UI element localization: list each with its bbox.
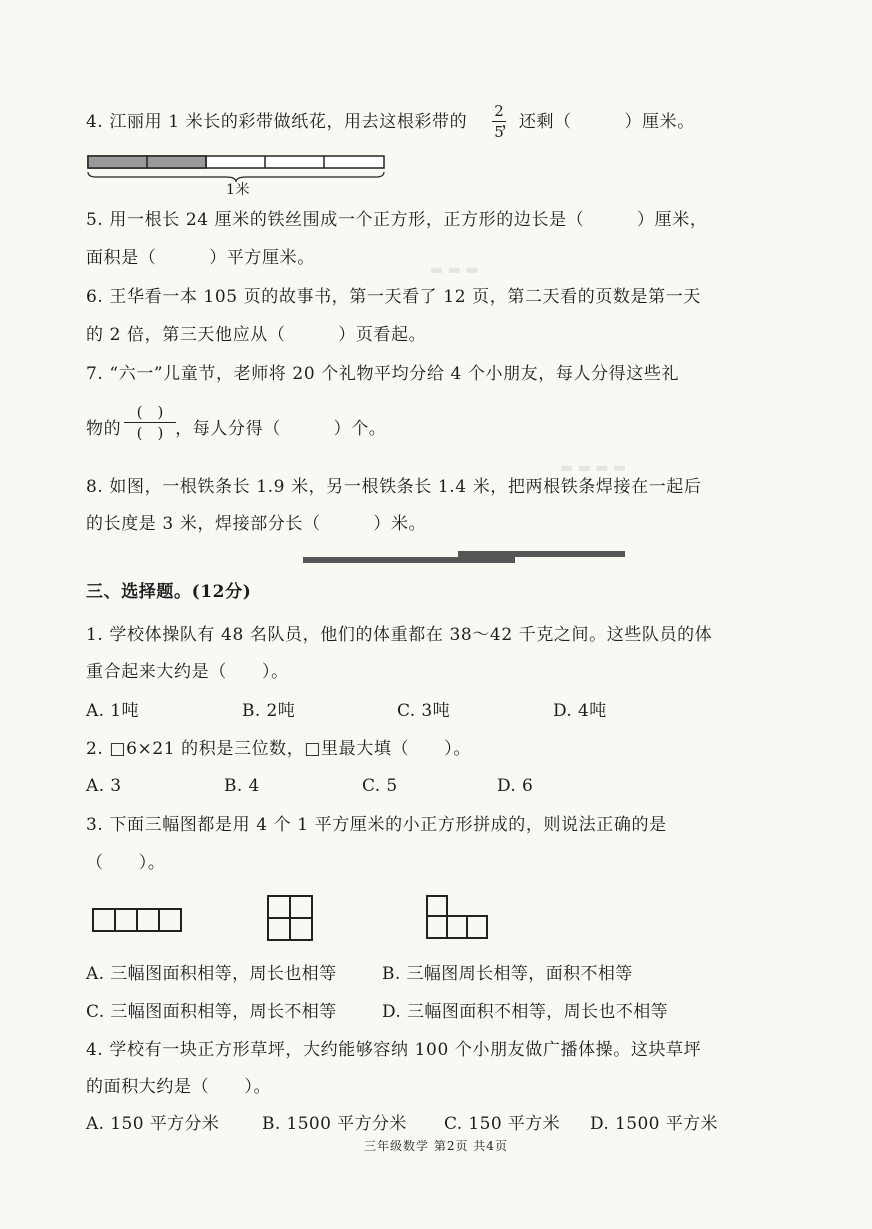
choice-4-option-d: D. 1500 平方米 xyxy=(590,1114,718,1134)
section-3-title: 三、选择题。(12分) xyxy=(86,582,252,602)
question-8-line1: 8. 如图，一根铁条长 1.9 米，另一根铁条长 1.4 米，把两根铁条焊接在一起后 xyxy=(86,477,702,497)
choice-3-line2: （ ）。 xyxy=(86,853,166,873)
choice-3-line1: 3. 下面三幅图都是用 4 个 1 平方厘米的小正方形拼成的，则说法正确的是 xyxy=(86,815,667,835)
figure-l-shape xyxy=(426,895,488,939)
choice-1-line1: 1. 学校体操队有 48 名队员，他们的体重都在 38～42 千克之间。这些队员的体 xyxy=(86,625,713,645)
choice-4-option-b: B. 1500 平方分米 xyxy=(262,1114,407,1134)
choice-2-option-d: D. 6 xyxy=(497,776,534,796)
choice-2-option-c: C. 5 xyxy=(362,776,398,796)
bleed-through-mark: ▬ ▬ ▬ ▬ xyxy=(560,460,627,476)
choice-1-option-b: B. 2吨 xyxy=(242,701,296,721)
question-4-fraction: 2 5 xyxy=(492,102,506,141)
figure-1x4-row xyxy=(92,908,182,932)
choice-1-option-d: D. 4吨 xyxy=(553,701,607,721)
bleed-through-mark: ▬ ▬ ▬ xyxy=(430,262,479,278)
question-5-line2: 面积是（ ）平方厘米。 xyxy=(86,248,315,268)
choice-3-option-c: C. 三幅图面积相等，周长不相等 xyxy=(86,1002,337,1022)
choice-1-option-c: C. 3吨 xyxy=(397,701,451,721)
question-4-text: 4. 江丽用 1 米长的彩带做纸花，用去这根彩带的 ，还剩（ ）厘米。 xyxy=(86,112,695,132)
choice-2-line1: 2. □6×21 的积是三位数，□里最大填（ ）。 xyxy=(86,739,471,759)
question-7-fraction: ( ) ( ) xyxy=(124,403,176,442)
iron-bar-1 xyxy=(303,557,515,563)
choice-4-line1: 4. 学校有一块正方形草坪，大约能够容纳 100 个小朋友做广播体操。这块草坪 xyxy=(86,1040,702,1060)
choice-2-option-a: A. 3 xyxy=(86,776,122,796)
ribbon-label: 1米 xyxy=(226,182,251,198)
page-footer: 三年级数学 第2页 共4页 xyxy=(364,1139,508,1153)
choice-2-option-b: B. 4 xyxy=(224,776,260,796)
choice-4-option-c: C. 150 平方米 xyxy=(444,1114,561,1134)
choice-4-line2: 的面积大约是（ ）。 xyxy=(86,1077,272,1097)
choice-1-option-a: A. 1吨 xyxy=(86,701,139,721)
question-7-line2: 物的 ，每人分得（ ）个。 xyxy=(86,419,387,439)
question-5-line1: 5. 用一根长 24 厘米的铁丝围成一个正方形，正方形的边长是（ ）厘米， xyxy=(86,210,708,230)
iron-bar-2 xyxy=(458,551,625,557)
question-6-line1: 6. 王华看一本 105 页的故事书，第一天看了 12 页，第二天看的页数是第一天 xyxy=(86,287,701,307)
question-8-line2: 的长度是 3 米，焊接部分长（ ）米。 xyxy=(86,514,427,534)
figure-2x2-square xyxy=(267,895,313,941)
choice-1-line2: 重合起来大约是（ ）。 xyxy=(86,662,289,682)
choice-3-option-d: D. 三幅图面积不相等，周长也不相等 xyxy=(382,1002,669,1022)
choice-3-option-a: A. 三幅图面积相等，周长也相等 xyxy=(86,964,337,984)
choice-4-option-a: A. 150 平方分米 xyxy=(86,1114,220,1134)
choice-3-option-b: B. 三幅图周长相等，面积不相等 xyxy=(382,964,633,984)
question-7-line1: 7. “六一”儿童节，老师将 20 个礼物平均分给 4 个小朋友，每人分得这些礼 xyxy=(86,364,680,384)
question-6-line2: 的 2 倍，第三天他应从（ ）页看起。 xyxy=(86,325,427,345)
